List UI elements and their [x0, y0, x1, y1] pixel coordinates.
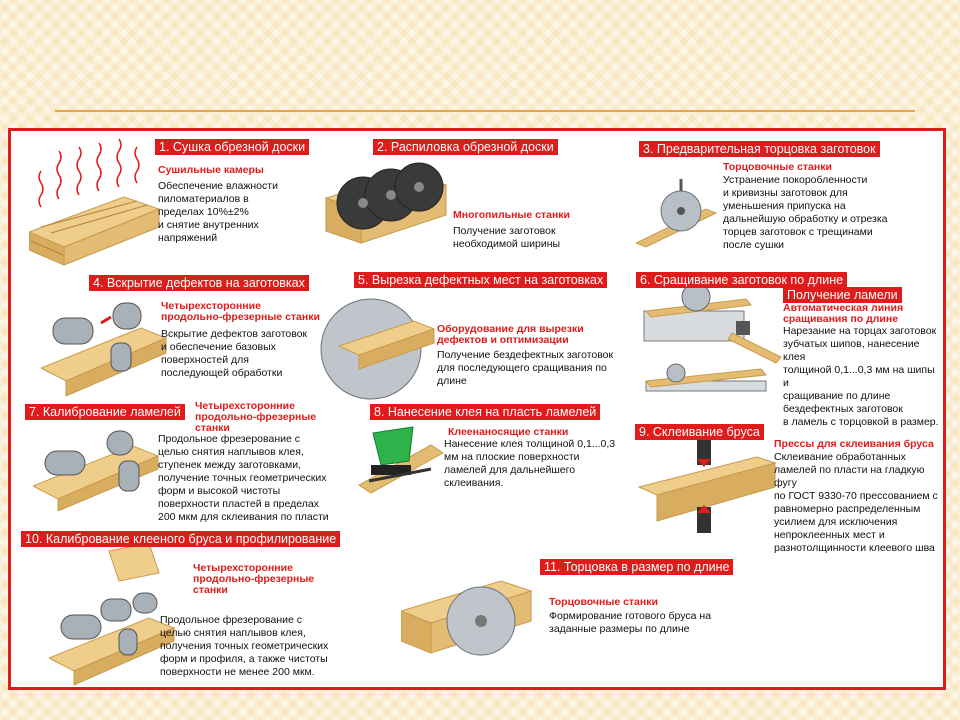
step-4-equipment: Четырехсторонние продольно-фрезерные станки — [161, 300, 320, 323]
step-1-equipment: Сушильные камеры — [158, 164, 264, 176]
step-8-equipment: Клеенаносящие станки — [448, 426, 569, 438]
step-1-description: Обеспечение влажности пиломатериалов в пределах 10%±2% и снятие внутренних напряжений — [158, 180, 278, 244]
step-3-title: 3. Предварительная торцовка заготовок — [639, 141, 880, 157]
step-8-title: 8. Нанесение клея на пласть ламелей — [370, 404, 600, 420]
planer-illustration-step7 — [33, 421, 163, 511]
press-illustration — [637, 437, 777, 547]
step-7-equipment: Четырехсторонние продольно-фрезерные станки — [195, 400, 317, 434]
multi-saw-illustration — [321, 153, 451, 263]
crosscut-saw-illustration — [636, 171, 726, 251]
step-10-equipment: Четырехсторонние продольно-фрезерные станки — [193, 562, 315, 596]
step-3-description: Устранение покоробленности и кривизны заготовок для уменьшения припуска на дальнейшую обработку и отрезка торцев заготовок с трещинами после сушки — [723, 174, 888, 251]
title-rule — [55, 110, 915, 112]
step-11-equipment: Торцовочные станки — [549, 596, 658, 608]
step-9-title: 9. Склеивание бруса — [635, 424, 764, 440]
step-10-description: Продольное фрезерование с целью снятия наплывов клея, получения точных геометрических форм и профиля, а также чистоты поверхности не менее 200 мкм. — [160, 614, 329, 678]
step-2-title: 2. Распиловка обрезной доски — [373, 139, 558, 155]
step-5-description: Получение бездефектных заготовок для последующего сращивания по длине — [437, 349, 614, 387]
final-crosscut-illustration — [401, 561, 536, 681]
step-10-title: 10. Калибрование клееного бруса и профилирование — [21, 531, 340, 547]
step-6-title: 6. Сращивание заготовок по длине — [636, 272, 847, 288]
step-7-title: 7. Калибрование ламелей — [25, 404, 185, 420]
step-11-title: 11. Торцовка в размер по длине — [540, 559, 733, 575]
finger-joint-line-illustration — [636, 281, 786, 411]
process-diagram-frame — [8, 128, 946, 690]
step-2-equipment: Многопильные станки — [453, 209, 571, 221]
step-3-equipment: Торцовочные станки — [723, 161, 832, 173]
step-5-equipment: Оборудование для вырезки дефектов и оптимизации — [437, 323, 584, 346]
step-9-description: Склеивание обработанных ламелей по пласти на гладкую фугу по ГОСТ 9330-70 прессованием с равномерно распределенным усилием для исключения непроклеенных мест и разнотолщинности клеевого шва — [774, 451, 938, 554]
step-11-description: Формирование готового бруса на заданные размеры по длине — [549, 610, 712, 635]
step-2-description: Получение заготовок необходимой ширины — [453, 225, 561, 250]
step-1-title: 1. Сушка обрезной доски — [155, 139, 309, 155]
step-6-subtitle: Получение ламели — [783, 287, 902, 303]
step-8-description: Нанесение клея толщиной 0,1...0,3 мм на плоские поверхности ламелей для дальнейшего склеивания. — [444, 438, 616, 489]
step-9-equipment: Прессы для склеивания бруса — [774, 438, 934, 450]
step-4-description: Вскрытие дефектов заготовок и обеспечение базовых поверхностей для последующей обработки — [161, 328, 308, 379]
planer-illustration-step4 — [41, 283, 171, 398]
defect-saw-illustration — [319, 291, 439, 406]
step-7-description: Продольное фрезерование с целью снятия наплывов клея, ступенек между заготовками, получение точных геометрических форм и высокой чистоты поверхности пластей в пределах 200 мкм для склеивания по пласти — [158, 433, 329, 523]
step-6-description: Нарезание на торцах заготовок зубчатых шипов, нанесение клея толщиной 0,1...0,3 мм на шипы и сращивание по длине бездефектных заготовок в ламель с торцовкой в размер. — [783, 325, 939, 428]
drying-stack-illustration — [29, 137, 164, 267]
step-4-title: 4. Вскрытие дефектов на заготовках — [89, 275, 309, 291]
glue-spreader-illustration — [351, 425, 451, 505]
step-6-equipment: Автоматическая линия сращивания по длине — [783, 302, 904, 325]
step-5-title: 5. Вырезка дефектных мест на заготовках — [354, 272, 607, 288]
